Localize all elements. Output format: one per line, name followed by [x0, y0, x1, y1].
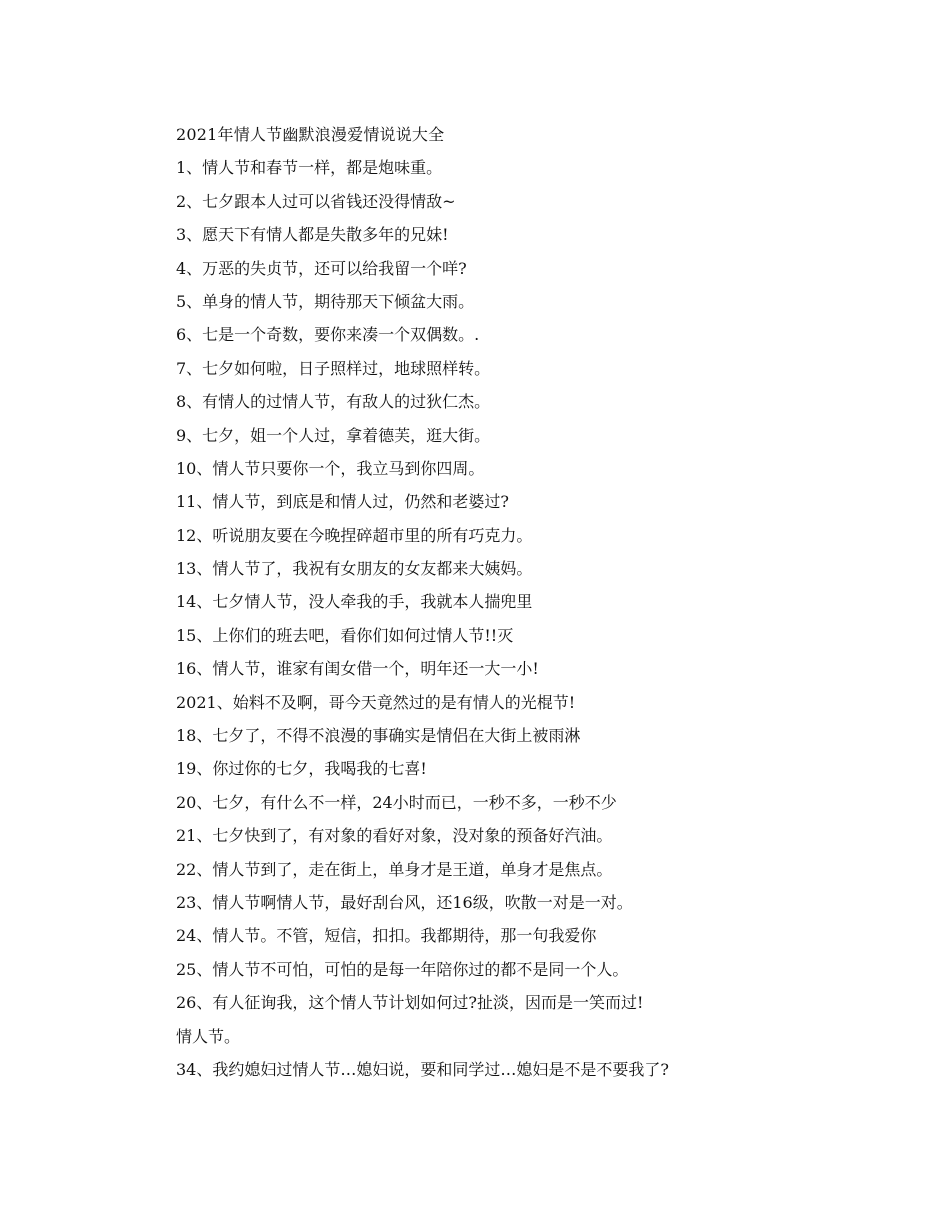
list-item: 5、单身的情人节，期待那天下倾盆大雨。: [176, 291, 475, 311]
list-item: 4、万恶的失贞节，还可以给我留一个咩?: [176, 258, 467, 278]
list-item: 25、情人节不可怕，可怕的是每一年陪你过的都不是同一个人。: [176, 959, 629, 979]
list-item: 1、情人节和春节一样，都是炮味重。: [176, 158, 443, 178]
list-item: 2、七夕跟本人过可以省钱还没得情敌~: [176, 191, 456, 211]
list-item: 21、七夕快到了，有对象的看好对象，没对象的预备好汽油。: [176, 826, 613, 846]
list-item: 7、七夕如何啦，日子照样过，地球照样转。: [176, 358, 491, 378]
list-item: 19、你过你的七夕，我喝我的七喜!: [176, 759, 427, 779]
list-item: 34、我约媳妇过情人节…媳妇说，要和同学过…媳妇是不是不要我了?: [176, 1059, 669, 1079]
list-item: 18、七夕了，不得不浪漫的事确实是情侣在大街上被雨淋: [176, 726, 581, 746]
list-item: 15、上你们的班去吧，看你们如何过情人节!!灭: [176, 625, 514, 645]
list-item: 2021、始料不及啊，哥今天竟然过的是有情人的光棍节!: [176, 692, 576, 712]
list-item: 11、情人节，到底是和情人过，仍然和老婆过?: [176, 492, 509, 512]
list-item: 情人节。: [176, 1026, 241, 1046]
list-item: 20、七夕，有什么不一样，24小时而已，一秒不多，一秒不少: [176, 792, 617, 812]
list-item: 22、情人节到了，走在街上，单身才是王道，单身才是焦点。: [176, 859, 613, 879]
list-item: 26、有人征询我，这个情人节计划如何过?扯淡，因而是一笑而过!: [176, 993, 644, 1013]
list-item: 12、听说朋友要在今晚捏碎超市里的所有巧克力。: [176, 525, 533, 545]
list-item: 3、愿天下有情人都是失散多年的兄妹!: [176, 225, 449, 245]
list-item: 13、情人节了，我祝有女朋友的女友都来大姨妈。: [176, 559, 533, 579]
list-item: 16、情人节，谁家有闺女借一个，明年还一大一小!: [176, 659, 539, 679]
list-item: 9、七夕，姐一个人过，拿着德芙，逛大街。: [176, 425, 491, 445]
list-item: 10、情人节只要你一个，我立马到你四周。: [176, 458, 485, 478]
list-item: 23、情人节啊情人节，最好刮台风，还16级，吹散一对是一对。: [176, 892, 633, 912]
list-item: 24、情人节。不管，短信，扣扣。我都期待，那一句我爱你: [176, 926, 597, 946]
document-body: [176, 118, 876, 1086]
list-item: 14、七夕情人节，没人牵我的手，我就本人揣兜里: [176, 592, 533, 612]
list-item: 6、七是一个奇数，要你来凑一个双偶数。.: [176, 325, 480, 345]
document-title: 2021年情人节幽默浪漫爱情说说大全: [176, 125, 445, 144]
list-item: 8、有情人的过情人节，有敌人的过狄仁杰。: [176, 392, 491, 412]
